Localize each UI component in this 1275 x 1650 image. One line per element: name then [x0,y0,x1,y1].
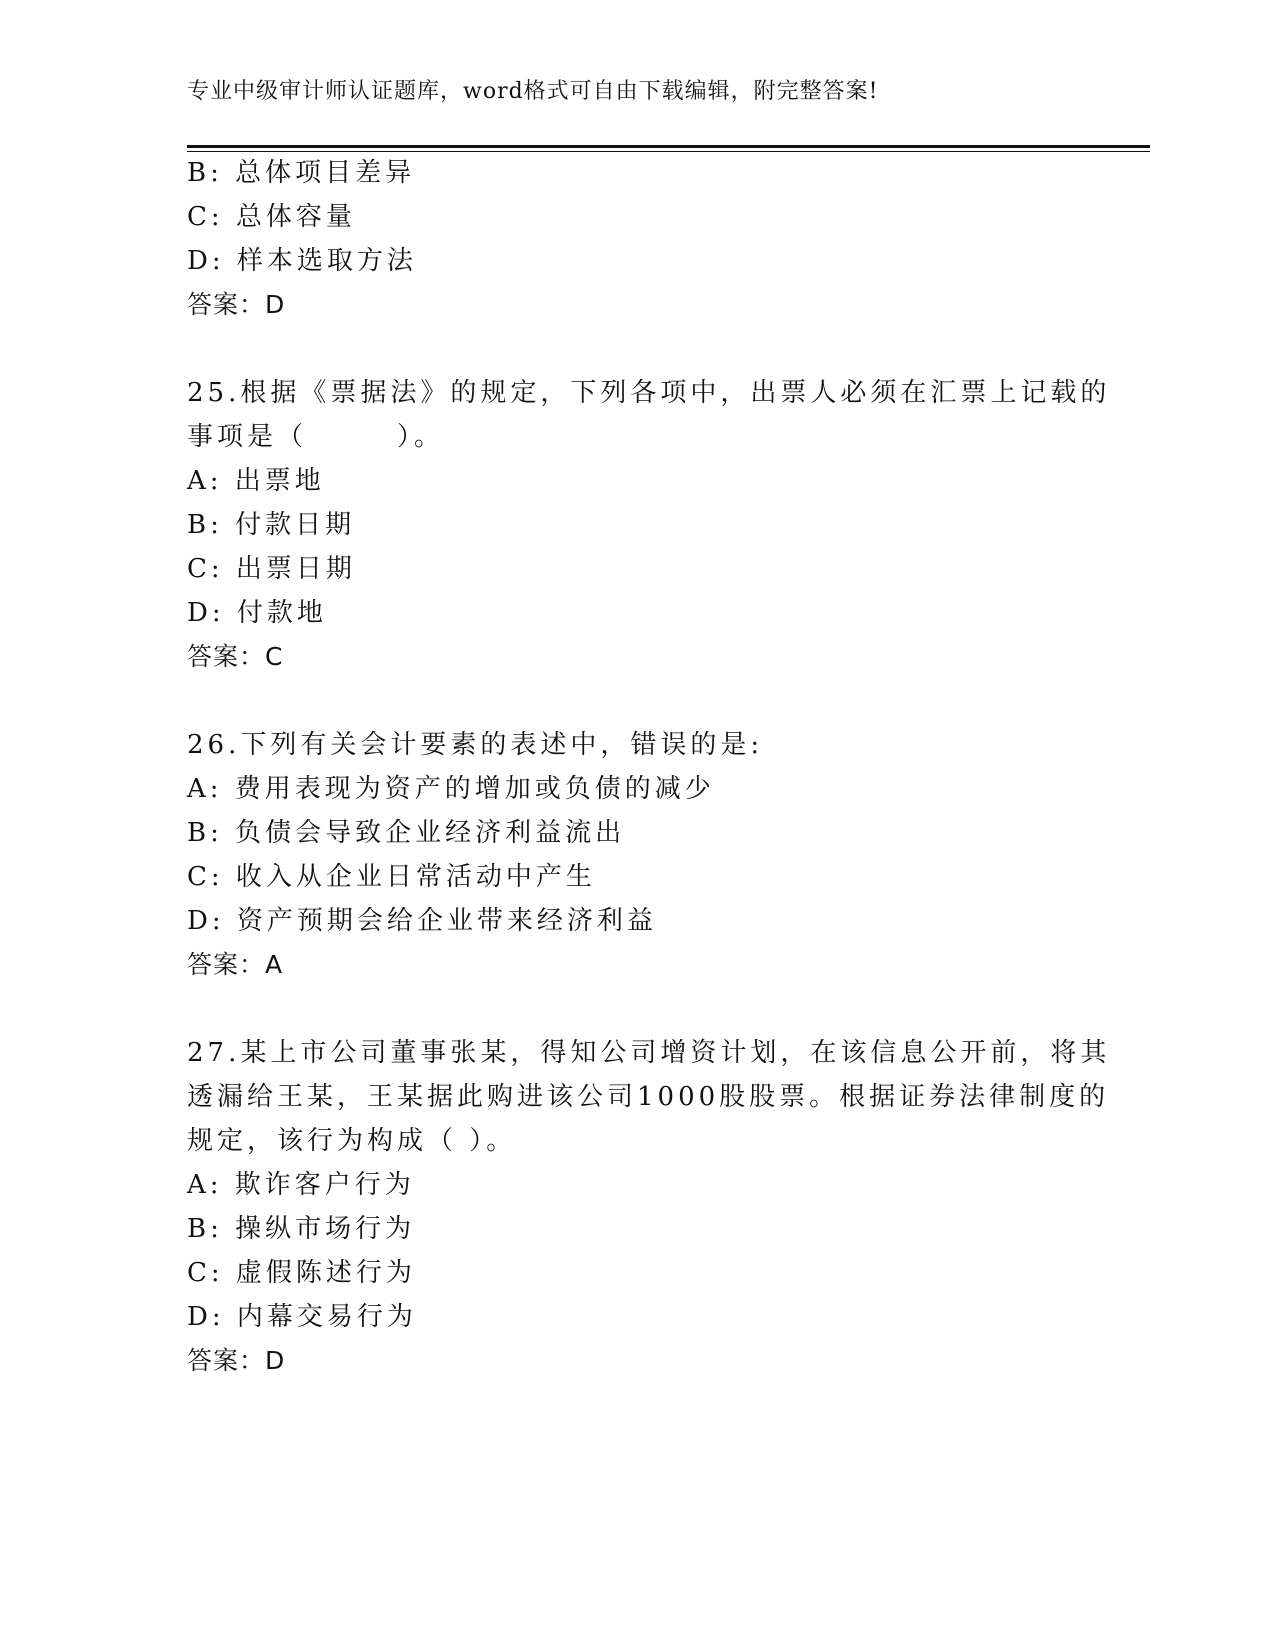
header-rule-thick [187,145,1150,148]
option-c: C: 总体容量 [187,202,356,232]
question-text: 25.根据《票据法》的规定，下列各项中，出票人必须在汇票上记载的 [187,378,1111,408]
question-text: 规定，该行为构成（ ）。 [187,1126,517,1156]
option-d: D: 付款地 [187,598,327,628]
option-d: D: 样本选取方法 [187,246,417,276]
option-c: C: 收入从企业日常活动中产生 [187,862,596,892]
question-text: 透漏给王某，王某据此购进该公司1000股股票。根据证券法律制度的 [187,1082,1110,1112]
option-b: B: 总体项目差异 [187,158,416,188]
question-text: 27.某上市公司董事张某，得知公司增资计划，在该信息公开前，将其 [187,1038,1111,1068]
option-b: B: 付款日期 [187,510,356,540]
question-text: 事项是（ ）。 [187,422,445,452]
option-a: A: 费用表现为资产的增加或负债的减少 [187,774,715,804]
header-rule-thin [187,151,1150,152]
page-header: 专业中级审计师认证题库，word格式可自由下载编辑，附完整答案! [187,79,879,104]
option-b: B: 操纵市场行为 [187,1214,416,1244]
option-a: A: 出票地 [187,466,325,496]
option-a: A: 欺诈客户行为 [187,1170,415,1200]
answer: 答案：D [187,1346,286,1375]
option-c: C: 出票日期 [187,554,356,584]
option-d: D: 内幕交易行为 [187,1302,417,1332]
question-text: 26.下列有关会计要素的表述中，错误的是: [187,730,764,760]
option-b: B: 负债会导致企业经济利益流出 [187,818,626,848]
answer: 答案：A [187,950,284,979]
answer: 答案：C [187,642,284,671]
answer: 答案：D [187,290,286,319]
option-c: C: 虚假陈述行为 [187,1258,416,1288]
option-d: D: 资产预期会给企业带来经济利益 [187,906,657,936]
